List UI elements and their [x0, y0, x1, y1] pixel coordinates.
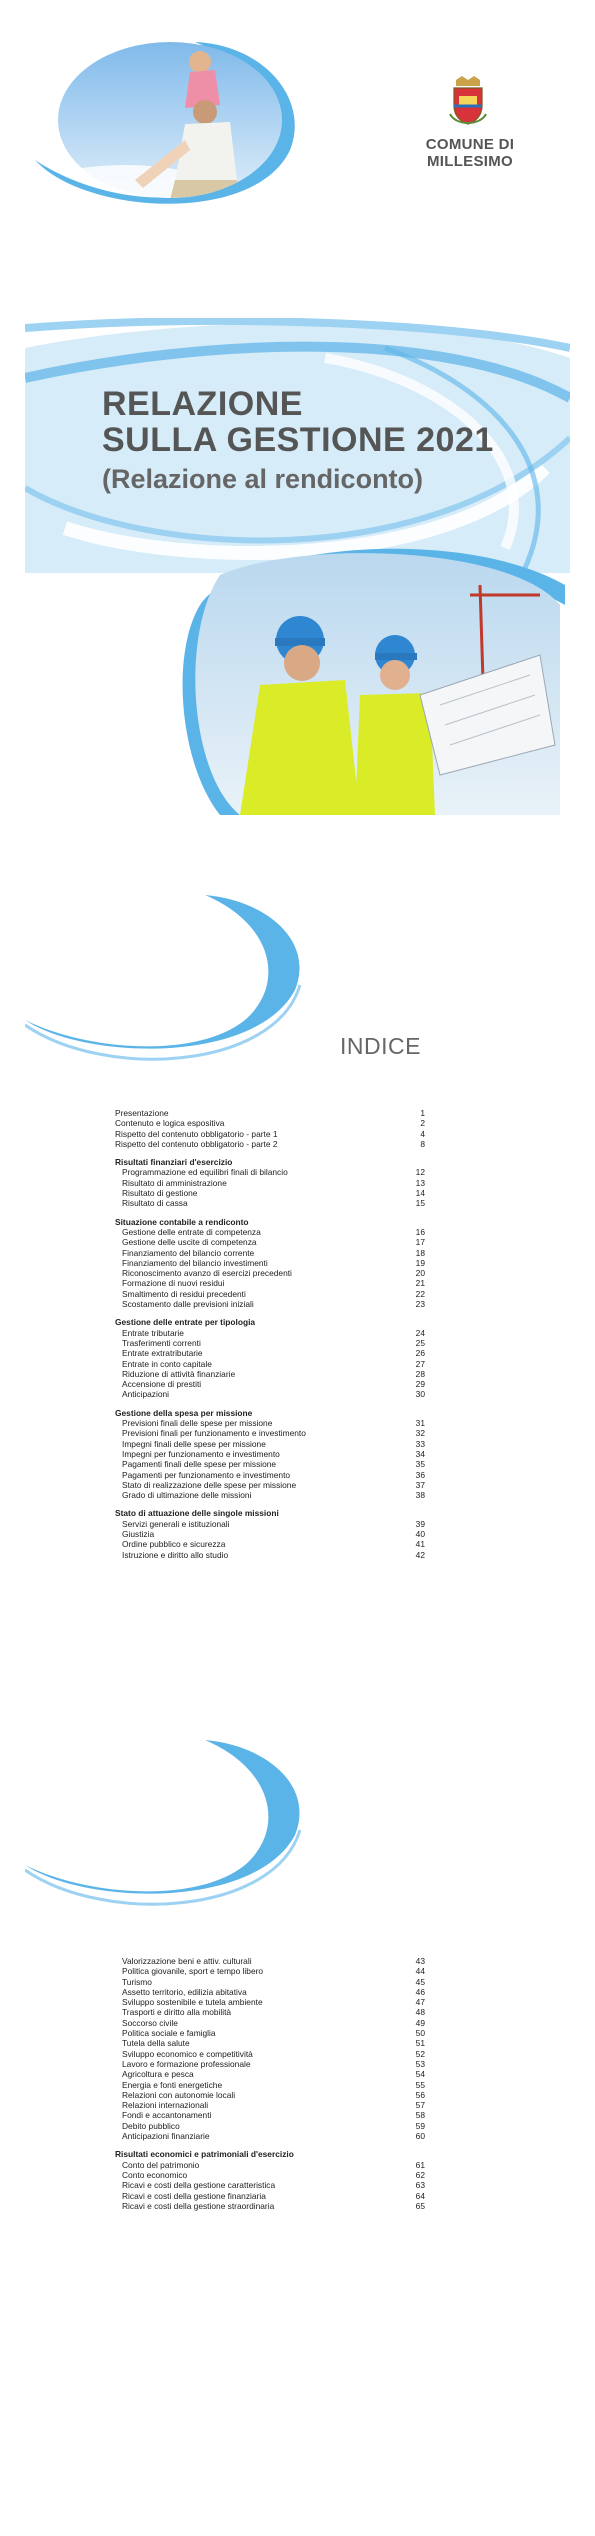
toc-entry[interactable]: [115, 1539, 425, 1549]
toc-entry-page-number: 37: [415, 1479, 425, 1490]
toc-entry-page-number: 15: [415, 1198, 425, 1209]
toc-entry-label: Entrate tributarie: [122, 1327, 184, 1338]
toc-entry-page-number: 61: [415, 2159, 425, 2170]
toc-entry-page-number: 36: [415, 1469, 425, 1480]
toc-entry[interactable]: [115, 1369, 425, 1379]
toc-entry[interactable]: [115, 1278, 425, 1288]
toc-entry[interactable]: [115, 1188, 425, 1198]
toc-entry-page-number: [395, 1217, 425, 1227]
toc-entry[interactable]: [115, 1418, 425, 1428]
municipal-crest-icon: [448, 74, 488, 130]
toc-entry[interactable]: [115, 1966, 425, 1976]
toc-entry-label: Ricavi e costi della gestione finanziaria: [122, 2190, 266, 2201]
toc-entry-label: Trasferimenti correnti: [122, 1337, 201, 1348]
toc-entry-page-number: 53: [415, 2058, 425, 2069]
toc-entry-page-number: 8: [420, 1138, 425, 1149]
toc-entry-page-number: [395, 1508, 425, 1518]
toc-entry[interactable]: [115, 2191, 425, 2201]
toc-entry[interactable]: [115, 1529, 425, 1539]
toc-entry-label: Politica sociale e famiglia: [122, 2028, 216, 2039]
toc-entry-label: Politica giovanile, sport e tempo libero: [122, 1966, 264, 1977]
toc-entry[interactable]: [115, 1248, 425, 1258]
toc-entry-page-number: 26: [415, 1348, 425, 1359]
toc-entry-label: Istruzione e diritto allo studio: [122, 1549, 229, 1560]
table-of-contents-page-2: [115, 1956, 425, 2211]
toc-entry-page-number: 23: [415, 1299, 425, 1310]
toc-entry-label: Accensione di prestiti: [122, 1379, 202, 1390]
toc-entry-page-number: 47: [415, 1997, 425, 2008]
toc-section-heading[interactable]: [115, 2149, 425, 2159]
toc-entry-label: Pagamenti per funzionamento e investimento: [122, 1469, 291, 1480]
toc-entry[interactable]: [115, 1490, 425, 1500]
toc-entry[interactable]: [115, 1348, 425, 1358]
toc-entry[interactable]: [115, 2170, 425, 2180]
toc-entry-page-number: 19: [415, 1257, 425, 1268]
toc-entry-page-number: 14: [415, 1188, 425, 1199]
toc-entry[interactable]: [115, 1118, 425, 1128]
toc-entry[interactable]: [115, 2100, 425, 2110]
toc-section-heading[interactable]: [115, 1317, 425, 1327]
toc-entry-page-number: 18: [415, 1247, 425, 1258]
toc-entry-page-number: 59: [415, 2120, 425, 2131]
toc-entry[interactable]: [115, 1359, 425, 1369]
municipality-line-2: MILLESIMO: [426, 153, 514, 170]
toc-entry-page-number: 22: [415, 1288, 425, 1299]
toc-entry-label: Servizi generali e istituzionali: [122, 1518, 230, 1529]
toc-entry[interactable]: [115, 1389, 425, 1399]
toc-entry[interactable]: [115, 1268, 425, 1278]
toc-entry-label: Assetto territorio, edilizia abitativa: [122, 1986, 247, 1997]
toc-entry-page-number: 46: [415, 1986, 425, 1997]
toc-entry-page-number: 16: [415, 1226, 425, 1237]
toc-entry-label: Risultati economici e patrimoniali d'esercizio: [115, 2149, 294, 2160]
toc-entry[interactable]: [115, 1470, 425, 1480]
toc-entry-page-number: 21: [415, 1278, 425, 1289]
toc-entry-page-number: 13: [415, 1177, 425, 1188]
toc-entry[interactable]: [115, 1550, 425, 1560]
toc-entry-label: Fondi e accantonamenti: [122, 2110, 212, 2121]
toc-entry[interactable]: [115, 2038, 425, 2048]
toc-entry-label: Ricavi e costi della gestione straordinaria: [122, 2200, 275, 2211]
toc-entry-label: Ordine pubblico e sicurezza: [122, 1539, 226, 1550]
toc-entry-page-number: 2: [420, 1118, 425, 1129]
toc-entry[interactable]: [115, 1178, 425, 1188]
toc-entry-page-number: 58: [415, 2110, 425, 2121]
toc-entry-page-number: 12: [415, 1167, 425, 1178]
toc-entry-page-number: 45: [415, 1976, 425, 1987]
toc-entry[interactable]: [115, 2069, 425, 2079]
toc-entry[interactable]: [115, 1289, 425, 1299]
toc-entry-label: Conto economico: [122, 2169, 188, 2180]
toc-entry-label: Gestione delle entrate per tipologia: [115, 1317, 256, 1328]
toc-section-heading[interactable]: [115, 1157, 425, 1167]
toc-entry[interactable]: [115, 2059, 425, 2069]
toc-entry-label: Impegni finali delle spese per missione: [122, 1438, 266, 1449]
toc-entry[interactable]: [115, 1328, 425, 1338]
toc-entry-page-number: 4: [420, 1128, 425, 1139]
toc-entry[interactable]: [115, 1237, 425, 1247]
toc-entry[interactable]: [115, 2028, 425, 2038]
toc-entry-page-number: 27: [415, 1358, 425, 1369]
toc-entry-label: Ricavi e costi della gestione caratteristica: [122, 2180, 276, 2191]
toc-entry-label: Conto del patrimonio: [122, 2159, 200, 2170]
toc-entry[interactable]: [115, 1108, 425, 1118]
toc-entry-label: Pagamenti finali delle spese per missione: [122, 1459, 277, 1470]
toc-entry-page-number: 30: [415, 1389, 425, 1400]
toc-entry-page-number: 51: [415, 2038, 425, 2049]
toc-entry-page-number: 55: [415, 2079, 425, 2090]
toc-entry[interactable]: [115, 1987, 425, 1997]
toc-entry-page-number: 62: [415, 2169, 425, 2180]
toc-entry-page-number: 41: [415, 1539, 425, 1550]
toc-entry[interactable]: [115, 1449, 425, 1459]
toc-entry[interactable]: [115, 2131, 425, 2141]
toc-entry-label: Valorizzazione beni e attiv. culturali: [122, 1956, 252, 1966]
toc-entry-label: Gestione delle uscite di competenza: [122, 1237, 257, 1248]
toc-entry[interactable]: [115, 1379, 425, 1389]
toc-entry-label: Riduzione di attività finanziarie: [122, 1368, 236, 1379]
toc-entry-label: Programmazione ed equilibri finali di bilancio: [122, 1167, 288, 1178]
toc-entry[interactable]: [115, 1129, 425, 1139]
toc-entry-label: Risultato di gestione: [122, 1188, 198, 1199]
toc-entry[interactable]: [115, 1977, 425, 1987]
toc-entry-page-number: 56: [415, 2089, 425, 2100]
toc-entry-label: Entrate in conto capitale: [122, 1358, 212, 1369]
toc-entry-label: Sviluppo sostenibile e tutela ambiente: [122, 1997, 263, 2008]
toc-entry[interactable]: [115, 1258, 425, 1268]
toc-entry[interactable]: [115, 2121, 425, 2131]
toc-entry[interactable]: [115, 2049, 425, 2059]
toc-entry[interactable]: [115, 1459, 425, 1469]
toc-entry-page-number: 35: [415, 1459, 425, 1470]
toc-entry[interactable]: [115, 1439, 425, 1449]
toc-entry-label: Rispetto del contenuto obbligatorio - parte 2: [115, 1138, 278, 1149]
toc-entry-page-number: 52: [415, 2048, 425, 2059]
toc-entry-label: Giustizia: [122, 1528, 155, 1539]
toc-entry[interactable]: [115, 2007, 425, 2017]
toc-entry-page-number: 31: [415, 1418, 425, 1429]
toc-entry[interactable]: [115, 1956, 425, 1966]
toc-section-heading[interactable]: [115, 1217, 425, 1227]
toc-entry-label: Riconoscimento avanzo di esercizi precedenti: [122, 1268, 292, 1279]
toc-entry-label: Anticipazioni finanziarie: [122, 2131, 210, 2142]
family-photo: [25, 40, 295, 215]
report-subtitle: (Relazione al rendiconto): [102, 464, 424, 494]
toc-entry[interactable]: [115, 1997, 425, 2007]
toc-entry-page-number: 54: [415, 2069, 425, 2080]
municipality-line-1: COMUNE DI: [425, 136, 515, 153]
toc-entry-label: Sviluppo economico e competitività: [122, 2048, 253, 2059]
toc-entry[interactable]: [115, 2080, 425, 2090]
toc-entry-label: Scostamento dalle previsioni iniziali: [122, 1299, 254, 1310]
toc-entry-label: Presentazione: [115, 1108, 169, 1118]
toc-entry-label: Formazione di nuovi residui: [122, 1278, 225, 1289]
toc-entry-label: Stato di realizzazione delle spese per missione: [122, 1479, 297, 1490]
toc-entry-label: Stato di attuazione delle singole missioni: [115, 1508, 279, 1519]
toc-entry-page-number: [395, 1317, 425, 1327]
toc-entry[interactable]: [115, 1338, 425, 1348]
construction-workers-photo: [180, 545, 570, 815]
toc-entry[interactable]: [115, 2180, 425, 2190]
toc-entry-label: Finanziamento del bilancio corrente: [122, 1247, 255, 1258]
toc-entry[interactable]: [115, 2090, 425, 2100]
toc-entry-page-number: 25: [415, 1337, 425, 1348]
toc-entry-label: Soccorso civile: [122, 2017, 178, 2028]
index-swoosh-decoration-2: [25, 1735, 305, 1915]
toc-entry-page-number: 32: [415, 1428, 425, 1439]
toc-entry-label: Anticipazioni: [122, 1389, 170, 1400]
report-title-line-1: RELAZIONE: [102, 385, 303, 423]
toc-entry-label: Finanziamento del bilancio investimenti: [122, 1257, 268, 1268]
toc-entry-page-number: 34: [415, 1448, 425, 1459]
toc-entry-page-number: 57: [415, 2100, 425, 2111]
toc-entry-page-number: 65: [415, 2200, 425, 2211]
toc-entry-label: Smaltimento di residui precedenti: [122, 1288, 246, 1299]
toc-entry-page-number: 64: [415, 2190, 425, 2201]
toc-entry[interactable]: [115, 1428, 425, 1438]
toc-entry-page-number: 40: [415, 1528, 425, 1539]
toc-entry-page-number: 17: [415, 1237, 425, 1248]
toc-entry-page-number: 49: [415, 2017, 425, 2028]
toc-entry-label: Turismo: [122, 1976, 152, 1987]
toc-entry-page-number: 63: [415, 2180, 425, 2191]
toc-entry[interactable]: [115, 2018, 425, 2028]
toc-entry[interactable]: [115, 2110, 425, 2120]
toc-entry-label: Risultato di amministrazione: [122, 1177, 227, 1188]
toc-entry-label: Tutela della salute: [122, 2038, 190, 2049]
table-of-contents-page-1: [115, 1108, 425, 1560]
toc-entry-page-number: 1: [420, 1108, 425, 1118]
toc-entry[interactable]: [115, 1167, 425, 1177]
toc-entry-page-number: 20: [415, 1268, 425, 1279]
toc-entry-page-number: 43: [415, 1956, 425, 1966]
toc-entry-page-number: 60: [415, 2131, 425, 2142]
toc-entry-label: Rispetto del contenuto obbligatorio - parte 1: [115, 1128, 278, 1139]
toc-entry-page-number: 24: [415, 1327, 425, 1338]
toc-entry-label: Previsioni finali delle spese per missione: [122, 1418, 273, 1429]
toc-entry-label: Relazioni internazionali: [122, 2100, 209, 2111]
toc-entry-page-number: [395, 1157, 425, 1167]
toc-entry[interactable]: [115, 2201, 425, 2211]
toc-entry-label: Energia e fonti energetiche: [122, 2079, 223, 2090]
toc-entry[interactable]: [115, 1139, 425, 1149]
toc-entry-page-number: 28: [415, 1368, 425, 1379]
toc-entry-label: Gestione della spesa per missione: [115, 1407, 253, 1418]
toc-entry[interactable]: [115, 1519, 425, 1529]
toc-entry-label: Grado di ultimazione delle missioni: [122, 1490, 252, 1501]
toc-entry-label: Previsioni finali per funzionamento e investimento: [122, 1428, 306, 1439]
toc-entry-label: Contenuto e logica espositiva: [115, 1118, 225, 1129]
toc-section-heading[interactable]: [115, 1408, 425, 1418]
toc-entry-label: Entrate extratributarie: [122, 1348, 203, 1359]
report-title-line-2: SULLA GESTIONE 2021: [102, 421, 494, 459]
toc-entry-page-number: 42: [415, 1549, 425, 1560]
municipality-name: [405, 136, 535, 170]
toc-entry[interactable]: [115, 1227, 425, 1237]
toc-entry-label: Trasporti e diritto alla mobilità: [122, 2007, 232, 2018]
toc-entry-label: Gestione delle entrate di competenza: [122, 1226, 261, 1237]
toc-entry-label: Agricoltura e pesca: [122, 2069, 194, 2080]
toc-entry-label: Lavoro e formazione professionale: [122, 2058, 251, 2069]
toc-entry-label: Debito pubblico: [122, 2120, 180, 2131]
toc-entry[interactable]: [115, 1480, 425, 1490]
toc-entry-page-number: 44: [415, 1966, 425, 1977]
toc-entry-label: Impegni per funzionamento e investimento: [122, 1448, 280, 1459]
toc-entry-page-number: 38: [415, 1490, 425, 1501]
toc-entry[interactable]: [115, 1299, 425, 1309]
toc-entry-page-number: 50: [415, 2028, 425, 2039]
toc-entry-page-number: 29: [415, 1379, 425, 1390]
toc-entry-label: Risultati finanziari d'esercizio: [115, 1157, 233, 1168]
index-heading: INDICE: [340, 1033, 421, 1059]
toc-entry-page-number: 33: [415, 1438, 425, 1449]
toc-entry[interactable]: [115, 1198, 425, 1208]
toc-entry-page-number: [395, 1408, 425, 1418]
toc-entry-page-number: 48: [415, 2007, 425, 2018]
toc-entry-label: Relazioni con autonomie locali: [122, 2089, 236, 2100]
toc-entry-label: Risultato di cassa: [122, 1198, 188, 1209]
toc-entry-page-number: 39: [415, 1518, 425, 1529]
toc-entry-page-number: [395, 2149, 425, 2159]
index-swoosh-decoration: [25, 890, 305, 1070]
toc-section-heading[interactable]: [115, 1508, 425, 1518]
toc-entry-label: Situazione contabile a rendiconto: [115, 1216, 249, 1227]
toc-entry[interactable]: [115, 2160, 425, 2170]
